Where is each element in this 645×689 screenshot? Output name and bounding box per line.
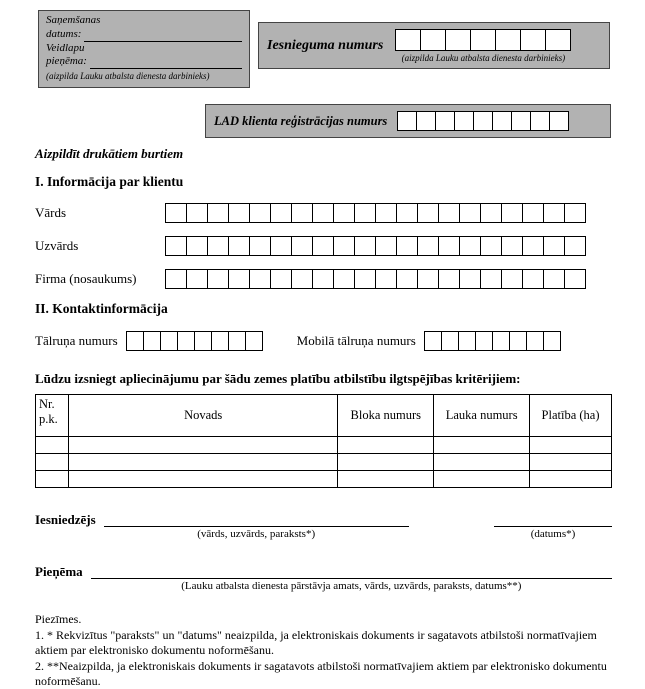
lad-number-cells[interactable] xyxy=(397,111,569,131)
char-cell[interactable] xyxy=(435,111,455,131)
receiver-caption: (Lauku atbalsta dienesta pārstāvja amats, vārds, uzvārds, paraksts, datums**) xyxy=(181,580,522,592)
char-cell[interactable] xyxy=(543,203,565,223)
section1-title: I. Informācija par klientu xyxy=(35,174,184,189)
char-cell[interactable] xyxy=(207,269,229,289)
char-cell[interactable] xyxy=(424,331,442,351)
char-cell[interactable] xyxy=(395,29,421,51)
date-caption: (datums*) xyxy=(530,528,576,540)
char-cell[interactable] xyxy=(375,269,397,289)
form-body xyxy=(35,146,612,689)
header-novads: Novads xyxy=(68,395,337,437)
fill-instruction: Aizpildīt drukātiem burtiem xyxy=(35,146,184,161)
char-cell[interactable] xyxy=(438,236,460,256)
char-cell[interactable] xyxy=(291,236,313,256)
field-row-uzvards xyxy=(35,236,612,256)
header-bloka-numurs: Bloka numurs xyxy=(338,395,434,437)
table-cell[interactable] xyxy=(338,437,434,454)
char-cell[interactable] xyxy=(438,203,460,223)
char-cell[interactable] xyxy=(417,236,439,256)
uzvards-label: Uzvārds xyxy=(35,238,79,253)
char-cell[interactable] xyxy=(228,236,250,256)
table-row xyxy=(36,454,612,471)
firma-cells[interactable] xyxy=(165,269,586,289)
char-cell[interactable] xyxy=(396,203,418,223)
date-line[interactable] xyxy=(494,512,612,527)
phone-label: Tālruņa numurs xyxy=(35,333,118,348)
char-cell[interactable] xyxy=(354,203,376,223)
char-cell[interactable] xyxy=(509,331,527,351)
table-cell[interactable] xyxy=(68,471,337,488)
lad-number-box xyxy=(205,104,611,138)
char-cell[interactable] xyxy=(454,111,474,131)
char-cell[interactable] xyxy=(270,269,292,289)
field-row-vards xyxy=(35,203,612,223)
table-cell[interactable] xyxy=(434,471,530,488)
notes-title: Piezīmes. xyxy=(35,612,82,626)
char-cell[interactable] xyxy=(228,331,246,351)
char-cell[interactable] xyxy=(186,203,208,223)
char-cell[interactable] xyxy=(459,269,481,289)
char-cell[interactable] xyxy=(312,203,334,223)
receipt-accepted-label: pieņēma: xyxy=(46,55,87,68)
table-cell[interactable] xyxy=(36,471,69,488)
char-cell[interactable] xyxy=(186,236,208,256)
char-cell[interactable] xyxy=(245,331,263,351)
char-cell[interactable] xyxy=(416,111,436,131)
submitter-caption: (vārds, uzvārds, paraksts*) xyxy=(197,528,316,540)
table-row xyxy=(36,471,612,488)
request-line: Lūdzu izsniegt apliecinājumu par šādu zemes platību atbilstību ilgtspējības kritērijiem: xyxy=(35,371,521,386)
char-cell[interactable] xyxy=(291,203,313,223)
char-cell[interactable] xyxy=(438,269,460,289)
char-cell[interactable] xyxy=(530,111,550,131)
char-cell[interactable] xyxy=(543,236,565,256)
char-cell[interactable] xyxy=(249,236,271,256)
char-cell[interactable] xyxy=(396,269,418,289)
land-table xyxy=(35,394,612,488)
note-2: 2. **Neaizpilda, ja elektroniskais dokuments ir sagatavots atbilstoši normatīvajiem aktiem par elektronisko dokumentu noformēšanu. xyxy=(35,659,607,688)
char-cell[interactable] xyxy=(543,331,561,351)
vards-label: Vārds xyxy=(35,205,67,220)
char-cell[interactable] xyxy=(501,269,523,289)
char-cell[interactable] xyxy=(470,29,496,51)
mobile-label: Mobilā tālruņa numurs xyxy=(296,333,416,348)
char-cell[interactable] xyxy=(211,331,229,351)
char-cell[interactable] xyxy=(564,269,586,289)
char-cell[interactable] xyxy=(445,29,471,51)
char-cell[interactable] xyxy=(475,331,493,351)
note-1: 1. * Rekvizītus "paraksts" un "datums" neaizpilda, ja elektroniskais dokuments ir sagatavots atbilstoši normatīvajiem aktiem par elektronisko dokumentu noformēšanu. xyxy=(35,628,597,657)
char-cell[interactable] xyxy=(480,203,502,223)
table-row xyxy=(36,437,612,454)
receipt-accepted-line[interactable] xyxy=(90,57,242,69)
char-cell[interactable] xyxy=(495,29,521,51)
header-lauka-numurs: Lauka numurs xyxy=(434,395,530,437)
submitter-row xyxy=(35,512,612,540)
char-cell[interactable] xyxy=(312,236,334,256)
table-cell[interactable] xyxy=(530,437,612,454)
char-cell[interactable] xyxy=(354,269,376,289)
char-cell[interactable] xyxy=(249,269,271,289)
char-cell[interactable] xyxy=(396,236,418,256)
char-cell[interactable] xyxy=(228,203,250,223)
char-cell[interactable] xyxy=(492,111,512,131)
char-cell[interactable] xyxy=(564,236,586,256)
char-cell[interactable] xyxy=(417,269,439,289)
table-cell[interactable] xyxy=(530,454,612,471)
firma-label: Firma (nosaukums) xyxy=(35,271,137,286)
receipt-date-line[interactable] xyxy=(84,30,242,42)
application-number-box xyxy=(258,22,610,69)
table-cell[interactable] xyxy=(338,454,434,471)
char-cell[interactable] xyxy=(417,203,439,223)
receiver-row xyxy=(35,564,612,592)
char-cell[interactable] xyxy=(270,236,292,256)
lad-number-label: LAD klienta reģistrācijas numurs xyxy=(214,113,388,128)
char-cell[interactable] xyxy=(375,203,397,223)
char-cell[interactable] xyxy=(492,331,510,351)
char-cell[interactable] xyxy=(458,331,476,351)
char-cell[interactable] xyxy=(480,269,502,289)
char-cell[interactable] xyxy=(207,203,229,223)
mobile-cells[interactable] xyxy=(424,331,561,351)
receipt-note: (aizpilda Lauku atbalsta dienesta darbinieks) xyxy=(46,71,210,81)
char-cell[interactable] xyxy=(480,236,502,256)
char-cell[interactable] xyxy=(375,236,397,256)
char-cell[interactable] xyxy=(522,236,544,256)
application-number-cells[interactable] xyxy=(395,29,571,51)
table-cell[interactable] xyxy=(68,437,337,454)
table-cell[interactable] xyxy=(36,437,69,454)
char-cell[interactable] xyxy=(501,236,523,256)
char-cell[interactable] xyxy=(354,236,376,256)
char-cell[interactable] xyxy=(459,203,481,223)
char-cell[interactable] xyxy=(143,331,161,351)
application-number-label: Iesnieguma numurs xyxy=(267,37,384,53)
phone-cells[interactable] xyxy=(126,331,263,351)
header-platiba: Platība (ha) xyxy=(530,395,612,437)
char-cell[interactable] xyxy=(543,269,565,289)
char-cell[interactable] xyxy=(549,111,569,131)
receiver-label: Pieņēma xyxy=(35,564,83,579)
char-cell[interactable] xyxy=(526,331,544,351)
char-cell[interactable] xyxy=(397,111,417,131)
char-cell[interactable] xyxy=(501,203,523,223)
receipt-date-label: datums: xyxy=(46,27,82,40)
table-cell[interactable] xyxy=(36,454,69,471)
char-cell[interactable] xyxy=(511,111,531,131)
receipt-line1: Saņemšanas xyxy=(46,14,101,26)
char-cell[interactable] xyxy=(420,29,446,51)
receipt-box xyxy=(38,10,250,88)
char-cell[interactable] xyxy=(545,29,571,51)
char-cell[interactable] xyxy=(160,331,178,351)
submitter-label: Iesniedzējs xyxy=(35,512,96,527)
char-cell[interactable] xyxy=(177,331,195,351)
table-cell[interactable] xyxy=(338,471,434,488)
char-cell[interactable] xyxy=(522,203,544,223)
table-header-row xyxy=(36,395,612,437)
table-cell[interactable] xyxy=(530,471,612,488)
phone-row xyxy=(35,331,612,351)
section2-title: II. Kontaktinformācija xyxy=(35,301,168,316)
char-cell[interactable] xyxy=(312,269,334,289)
table-cell[interactable] xyxy=(68,454,337,471)
char-cell[interactable] xyxy=(165,203,187,223)
application-number-note: (aizpilda Lauku atbalsta dienesta darbinieks) xyxy=(401,52,566,63)
receipt-line3: Veidlapu xyxy=(46,41,85,54)
table-cell[interactable] xyxy=(434,454,530,471)
table-cell[interactable] xyxy=(434,437,530,454)
char-cell[interactable] xyxy=(186,269,208,289)
char-cell[interactable] xyxy=(228,269,250,289)
field-row-firma xyxy=(35,269,612,289)
char-cell[interactable] xyxy=(207,236,229,256)
char-cell[interactable] xyxy=(126,331,144,351)
char-cell[interactable] xyxy=(291,269,313,289)
table-body xyxy=(36,437,612,488)
char-cell[interactable] xyxy=(522,269,544,289)
char-cell[interactable] xyxy=(520,29,546,51)
char-cell[interactable] xyxy=(441,331,459,351)
char-cell[interactable] xyxy=(165,236,187,256)
char-cell[interactable] xyxy=(249,203,271,223)
char-cell[interactable] xyxy=(333,203,355,223)
char-cell[interactable] xyxy=(459,236,481,256)
char-cell[interactable] xyxy=(564,203,586,223)
char-cell[interactable] xyxy=(165,269,187,289)
char-cell[interactable] xyxy=(333,236,355,256)
vards-cells[interactable] xyxy=(165,203,586,223)
receiver-signature-line[interactable] xyxy=(91,564,612,579)
char-cell[interactable] xyxy=(473,111,493,131)
header-nr: Nr. p.k. xyxy=(36,395,69,437)
char-cell[interactable] xyxy=(333,269,355,289)
char-cell[interactable] xyxy=(270,203,292,223)
char-cell[interactable] xyxy=(194,331,212,351)
uzvards-cells[interactable] xyxy=(165,236,586,256)
submitter-signature-line[interactable] xyxy=(104,512,409,527)
